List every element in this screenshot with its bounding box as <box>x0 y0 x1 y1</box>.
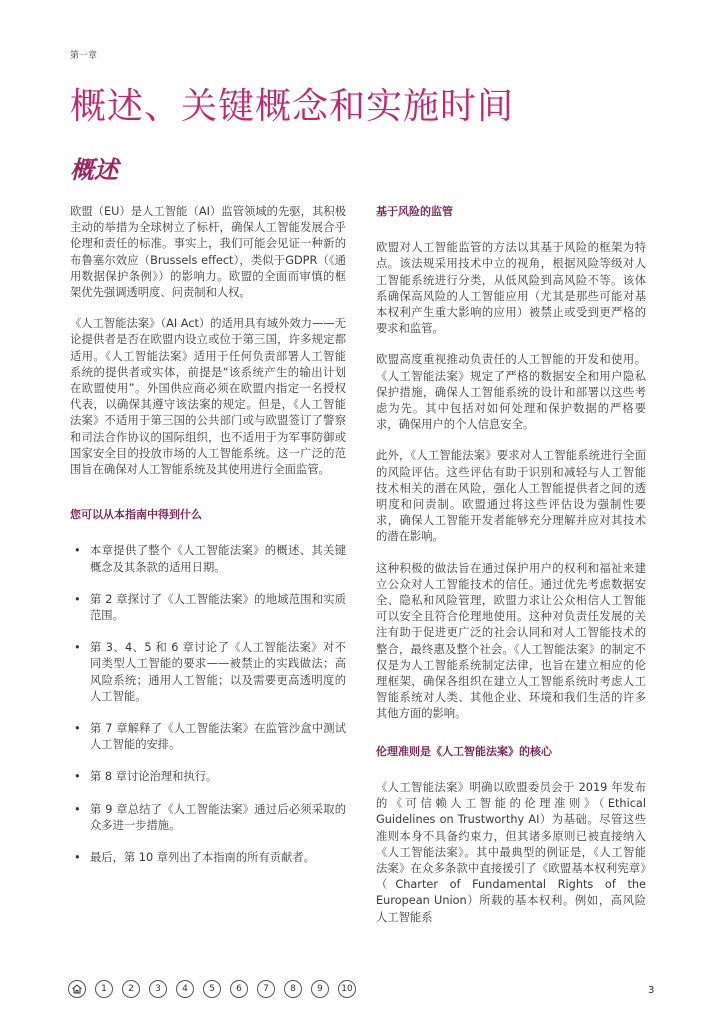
right-column <box>376 204 646 941</box>
chapter-label: 第一章 <box>70 51 98 61</box>
bullet-item: • 最后，第 10 章列出了本指南的所有贡献者。 <box>70 850 346 866</box>
chapter-nav-button-10[interactable]: 10 <box>338 980 356 998</box>
bullet-item: • 本章提供了整个《人工智能法案》的概述、其关键概念及其条款的适用日期。 <box>70 543 346 575</box>
home-icon[interactable] <box>68 980 86 998</box>
responsibility-paragraph: 欧盟高度重视推动负责任的人工智能的开发和使用。《人工智能法案》规定了严格的数据安全和用户隐私保护措施，确保人工智能系统的设计和部署以这些考虑为先。其中包括对如何处理和保护数据的严格要求，确保用户的个人信息安全。 <box>376 353 646 432</box>
chapter-nav-button-6[interactable]: 6 <box>230 980 248 998</box>
risk-paragraph: 欧盟对人工智能监管的方法以其基于风险的框架为特点。该法规采用技术中立的视角，根据风险等级对人工智能系统进行分类，从低风险到高风险不等。该体系确保高风险的人工智能应用（尤其是那些可能对基本权利产生重大影响的应用）被禁止或受到更严格的要求和监管。 <box>376 241 646 336</box>
chapter-nav-button-5[interactable]: 5 <box>203 980 221 998</box>
chapter-nav-button-4[interactable]: 4 <box>176 980 194 998</box>
bullet-item: • 第 9 章总结了《人工智能法案》通过后必须采取的众多进一步措施。 <box>70 802 346 834</box>
assessment-paragraph: 此外，《人工智能法案》要求对人工智能系统进行全面的风险评估。这些评估有助于识别和减轻与人工智能技术相关的潜在风险，强化人工智能提供者之间的透明度和问责制。欧盟通过将这些评估设为强制性要求，确保人工智能开发者能够充分理解并应对其技术的潜在影响。 <box>376 449 646 544</box>
guide-bullet-list <box>70 543 346 866</box>
guide-heading: 您可以从本指南中得到什么 <box>70 508 202 522</box>
scope-paragraph: 《人工智能法案》（AI Act）的适用具有域外效力——无论提供者是否在欧盟内设立或位于第三国，许多规定都适用。《人工智能法案》适用于任何负责部署人工智能系统的提供者或实体，前提是“该系统产生的输出计划在欧盟使用”。外国供应商必须在欧盟内指定一名授权代表，以确保其遵守该法案的规定。但是，《人工智能法案》不适用于第三国的公共部门或与欧盟签订了警察和司法合作协议的国际组织，也不适用于为军事防御或国家安全目的投放市场的人工智能系统。这一广泛的范围旨在确保对人工智能系统及其使用进行全面监管。 <box>70 317 346 477</box>
section-subtitle: 概述 <box>70 156 118 184</box>
trust-paragraph: 这种积极的做法旨在通过保护用户的权利和福祉来建立公众对人工智能技术的信任。通过优先考虑数据安全、隐私和风险管理，欧盟力求让公众相信人工智能可以安全且符合伦理地使用。这种对负责任发展的关注有助于促进更广泛的社会认同和对人工智能技术的整合，最终惠及整个社会。《人工智能法案》的制定不仅是为人工智能系统制定法律，也旨在建立相应的伦理框架，确保各组织在建立人工智能系统时考虑人工智能系统对人类、其他企业、环境和我们生活的许多其他方面的影响。 <box>376 561 646 721</box>
chapter-nav-button-9[interactable]: 9 <box>311 980 329 998</box>
page-title: 概述、关键概念和实施时间 <box>70 86 515 127</box>
bullet-item: • 第 3、4、5 和 6 章讨论了《人工智能法案》对不同类型人工智能的要求——被禁止的实践做法；高风险系统；通用人工智能；以及需要更高透明度的人工智能。 <box>70 640 346 705</box>
house-icon <box>71 983 83 995</box>
chapter-nav-button-1[interactable]: 1 <box>95 980 113 998</box>
bullet-item: • 第 8 章讨论治理和执行。 <box>70 769 346 785</box>
chapter-nav-button-8[interactable]: 8 <box>284 980 302 998</box>
chapter-nav-button-2[interactable]: 2 <box>122 980 140 998</box>
chapter-nav-button-7[interactable]: 7 <box>257 980 275 998</box>
intro-paragraph: 欧盟（EU）是人工智能（AI）监管领域的先驱，其积极主动的举措为全球树立了标杆，确保人工智能发展合乎伦理和责任的标准。事实上，我们可能会见证一种新的布鲁塞尔效应（Brussels effect），类似于GDPR（《通用数据保护条例》）的影响力。欧盟的全面而审慎的框架优先强调透明度、问责制和人权。 <box>70 205 346 300</box>
chapter-nav-button-3[interactable]: 3 <box>149 980 167 998</box>
bullet-item: • 第 7 章解释了《人工智能法案》在监管沙盒中测试人工智能的安排。 <box>70 721 346 753</box>
ethics-heading: 伦理准则是《人工智能法案》的核心 <box>376 744 552 758</box>
bullet-item: • 第 2 章探讨了《人工智能法案》的地域范围和实质范围。 <box>70 592 346 624</box>
ethics-paragraph: 《人工智能法案》明确以欧盟委员会于 2019 年发布的《可信赖人工智能的伦理准则》（Ethical Guidelines on Trustworthy AI）为基础。尽管这些准则本身不具备约束力，但其诸多原则已被直接纳入《人工智能法案》。其中最典型的例证是，《人工智能法案》在众多条款中直接援引了《欧盟基本权利宪章》（Charter of Fundamental Rights of the European Union）所载的基本权利。例如，高风险人工智能系 <box>376 780 646 924</box>
left-column <box>70 204 346 882</box>
page-number: 3 <box>648 985 655 996</box>
chapter-navigation <box>68 980 356 998</box>
risk-heading: 基于风险的监管 <box>376 205 453 218</box>
